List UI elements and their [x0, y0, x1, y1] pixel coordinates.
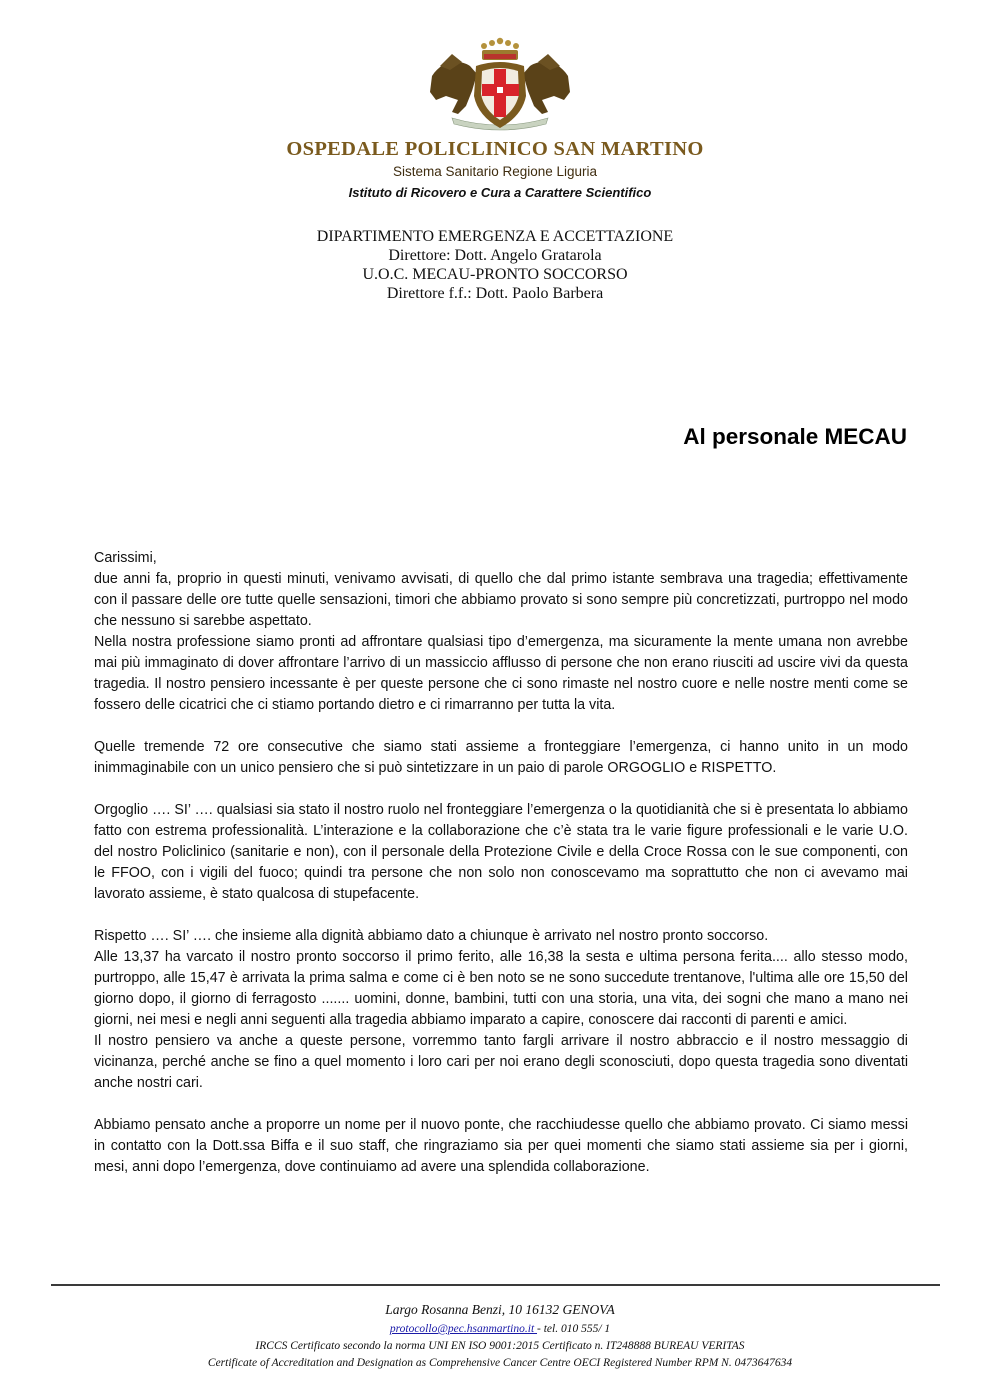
- letter-body: [94, 548, 908, 1178]
- paragraph: Quelle tremende 72 ore consecutive che siamo stati assieme a fronteggiare l’emergenza, ci hanno unito in un modo inimmaginabile con un unico pensiero che si può sintetizzare in un paio di parole ORGOGLIO e RISPETTO.: [94, 739, 908, 776]
- crown-icon: [481, 38, 519, 60]
- paragraph: Orgoglio …. SI’ …. qualsiasi sia stato il nostro ruolo nel fronteggiare l’emergenza o la quotidianità che si è presentata lo abbiamo fatto con estrema professionalità. L’interazione e la collaborazione che c’è stata tra le varie figure professionali e le varie U.O. del nostro Policlinico (sanitarie e non), con il personale della Protezione Civile e della Croce Rossa con le sue componenti, con le FFOO, con i vigili del fuoco; quindi tra persone che non solo non conoscevamo ma soprattutto che non ci avevamo mai lavorato assieme, è stato qualcosa di stupefacente.: [94, 802, 908, 902]
- paragraph: due anni fa, proprio in questi minuti, venivamo avvisati, di quello che dal primo istante sembrava una tragedia; effettivamente con il passare delle ore tutte quelle sensazioni, timori che abbiamo provato si sono sempre più concretizzati, purtroppo nel modo che nessuno si sarebbe aspettato.: [94, 571, 908, 629]
- footer-accreditation: Certificate of Accreditation and Designation as Comprehensive Cancer Centre OECI Registered Number RPM N. 0473647634: [207, 1357, 793, 1369]
- department-director: Direttore: Dott. Angelo Gratarola: [388, 247, 602, 264]
- footer-address: Largo Rosanna Benzi, 10 16132 GENOVA: [385, 1302, 615, 1317]
- department-name: DIPARTIMENTO EMERGENZA E ACCETTAZIONE: [316, 228, 674, 245]
- paragraph: Nella nostra professione siamo pronti ad affrontare qualsiasi tipo d’emergenza, ma sicuramente la mente umana non avrebbe mai più immaginato di dover affrontare l’arrivo di un massiccio afflusso di persone che non erano riusciti ad uscire vivi da questa tragedia. Il nostro pensiero incessante è per queste persone che ci sono rimaste nel nostro cuore e nelle nostre menti come se fossero delle cicatrici che ci stiamo portando dietro e ci rimarranno per tutta la vita.: [94, 634, 908, 713]
- unit-name: U.O.C. MECAU-PRONTO SOCCORSO: [362, 266, 628, 283]
- right-griffin-icon: [523, 54, 570, 114]
- footer-phone: - tel. 010 555/ 1: [537, 1323, 611, 1335]
- footer-email-link[interactable]: protocollo@pec.hsanmartino.it: [389, 1323, 538, 1335]
- unit-director: Direttore f.f.: Dott. Paolo Barbera: [386, 285, 604, 302]
- hospital-subtitle: Sistema Sanitario Regione Liguria: [392, 164, 598, 179]
- footer-contact: [0, 1323, 990, 1335]
- footer-certification: IRCCS Certificato secondo la norma UNI EN ISO 9001:2015 Certificato n. IT248888 BUREAU VERITAS: [255, 1340, 745, 1352]
- paragraph: Alle 13,37 ha varcato il nostro pronto soccorso il primo ferito, alle 16,38 la sesta e ultima persona ferita.... allo stesso modo, purtroppo, alle 15,47 è arrivata la prima salma e come ci è ben noto se ne sono succedute trentanove, l'ultima alle ore 15,50 del giorno dopo, il giorno di ferragosto ....... uomini, donne, bambini, tutti con una storia, una vita, dei sogni che mano a mano nei giorni, nei mesi e negli anni seguenti alla tragedia abbiamo imparato a capire, conoscere dai racconti di parenti e amici.: [94, 949, 908, 1028]
- hospital-name: OSPEDALE POLICLINICO SAN MARTINO: [286, 138, 704, 160]
- left-griffin-icon: [430, 54, 477, 114]
- paragraph: Rispetto …. SI’ …. che insieme alla dignità abbiamo dato a chiunque è arrivato nel nostro pronto soccorso.: [94, 928, 769, 944]
- paragraph: Abbiamo pensato anche a proporre un nome per il nuovo ponte, che racchiudesse quello che abbiamo provato. Ci siamo messi in contatto con la Dott.ssa Biffa e il suo staff, che ringraziamo sia per quei momenti che siamo stati assieme sia per i giorni, mesi, anni dopo l’emergenza, dove continuiamo ad avere una splendida collaborazione.: [94, 1117, 908, 1175]
- salutation: Carissimi,: [94, 550, 157, 566]
- footer-divider: [51, 1284, 940, 1286]
- hospital-crest-logo: [422, 36, 578, 134]
- paragraph: Il nostro pensiero va anche a queste persone, vorremmo tanto fargli arrivare il nostro abbraccio e il nostro messaggio di vicinanza, perché anche se fino a quel momento i loro cari per noi erano degli sconosciuti, dopo questa tragedia sono diventati anche nostri cari.: [94, 1033, 908, 1091]
- institute-designation: Istituto di Ricovero e Cura a Carattere Scientifico: [348, 185, 652, 200]
- recipient-heading: Al personale MECAU: [683, 424, 907, 449]
